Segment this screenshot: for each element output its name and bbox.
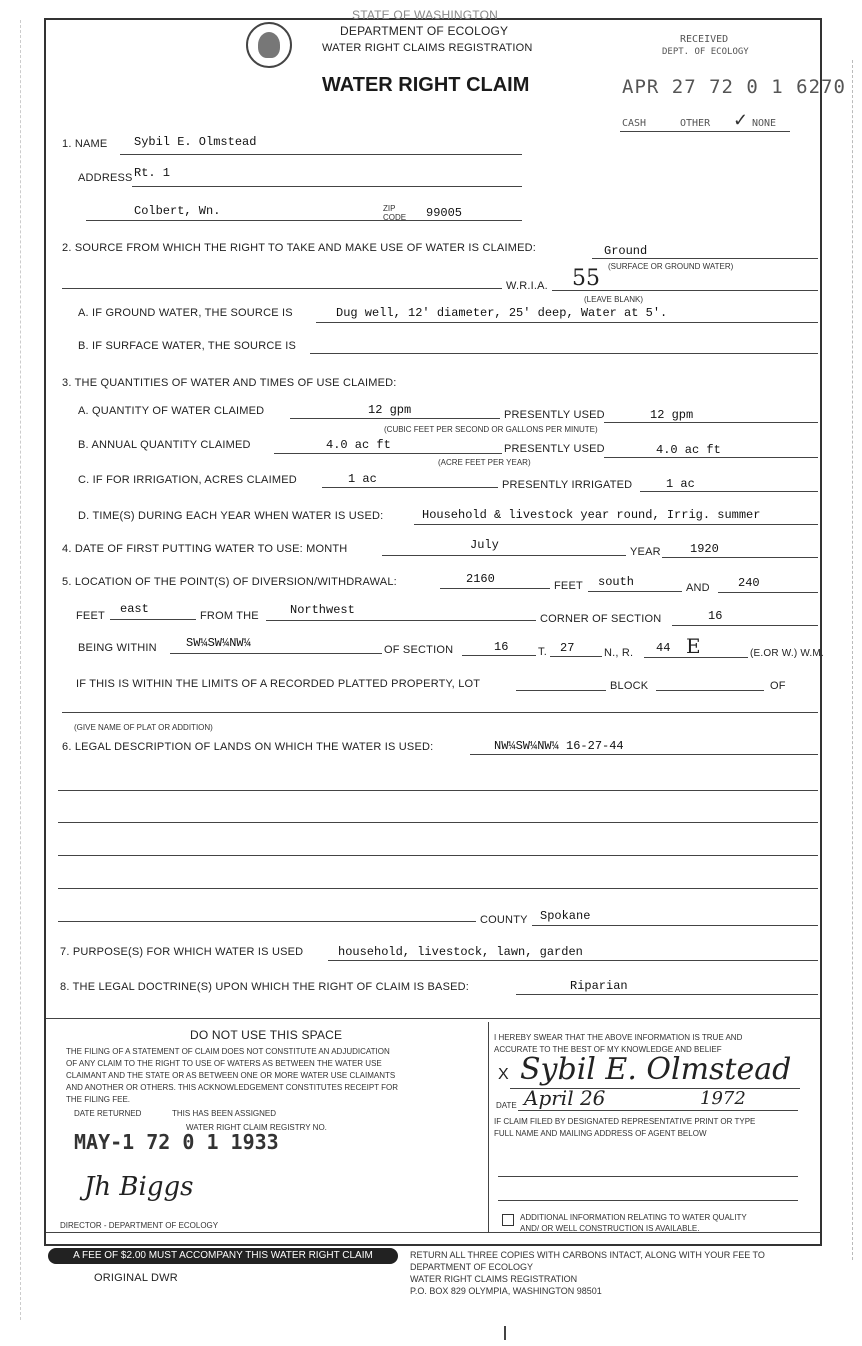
city-value: Colbert, Wn.	[134, 204, 221, 218]
section-value: 16	[494, 640, 509, 654]
annual-value: 4.0 ac ft	[326, 438, 391, 452]
purpose-value: household, livestock, lawn, garden	[338, 945, 583, 959]
of-label: OF	[770, 680, 786, 692]
irrigated-label: PRESENTLY IRRIGATED	[502, 479, 633, 491]
name-value: Sybil E. Olmstead	[134, 135, 257, 149]
assigned-label: THIS HAS BEEN ASSIGNED	[172, 1109, 277, 1118]
oath-date-value: April 26	[524, 1086, 606, 1110]
scan-edge	[852, 60, 853, 1260]
address-label: ADDRESS	[78, 172, 133, 184]
annual-used-label: PRESENTLY USED	[504, 443, 605, 455]
range-value: 44	[656, 641, 671, 655]
location-label: 5. LOCATION OF THE POINT(S) OF DIVERSION/WITHDRAWAL:	[62, 576, 397, 588]
legal-description-label: 6. LEGAL DESCRIPTION OF LANDS ON WHICH THE WATER IS USED:	[62, 741, 434, 753]
legal-doctrine-label: 8. THE LEGAL DOCTRINE(S) UPON WHICH THE RIGHT OF CLAIM IS BASED:	[60, 981, 470, 993]
quantity-hint: (CUBIC FEET PER SECOND OR GALLONS PER MINUTE)	[384, 425, 598, 434]
do-not-use-title: DO NOT USE THIS SPACE	[190, 1028, 343, 1042]
oath-date-label: DATE	[496, 1101, 517, 1110]
return-text-4: P.O. BOX 829 OLYMPIA, WASHINGTON 98501	[410, 1286, 602, 1296]
header-department: DEPARTMENT OF ECOLOGY	[340, 24, 509, 38]
feet-label-1: FEET	[554, 580, 583, 592]
purpose-label: 7. PURPOSE(S) FOR WHICH WATER IS USED	[60, 946, 304, 958]
stamp-cash: CASH	[622, 118, 647, 129]
time-of-use-value: Household & livestock year round, Irrig. summer	[422, 508, 761, 522]
address-value: Rt. 1	[134, 166, 171, 180]
annual-used-value: 4.0 ac ft	[656, 443, 721, 457]
first-use-month: July	[470, 538, 499, 552]
state-seal-icon	[246, 22, 292, 68]
wria-hint: (LEAVE BLANK)	[584, 295, 643, 304]
first-use-label: 4. DATE OF FIRST PUTTING WATER TO USE: MONTH	[62, 543, 348, 555]
quantity-used-value: 12 gpm	[650, 408, 694, 422]
legal-description-value: NW¼SW¼NW¼ 16-27-44	[494, 739, 624, 753]
registry-label: WATER RIGHT CLAIM REGISTRY NO.	[186, 1123, 327, 1132]
being-within-value: SW¼SW¼NW¼	[186, 636, 251, 650]
return-text-3: WATER RIGHT CLAIMS REGISTRATION	[410, 1274, 578, 1284]
oath-year-value: 1972	[700, 1088, 746, 1109]
corner-section-value: 16	[708, 609, 723, 623]
township-value: 27	[560, 641, 575, 655]
quantity-used-label: PRESENTLY USED	[504, 409, 605, 421]
plat-hint: (GIVE NAME OF PLAT OR ADDITION)	[74, 723, 213, 732]
irrigated-value: 1 ac	[666, 477, 695, 491]
annual-label: B. ANNUAL QUANTITY CLAIMED	[78, 439, 251, 451]
county-value: Spokane	[540, 909, 591, 923]
ground-source-value: Dug well, 12' diameter, 25' deep, Water at 5'.	[336, 306, 668, 320]
direction-2-value: east	[120, 602, 149, 616]
oath-text-2: ACCURATE TO THE BEST OF MY KNOWLEDGE AND BELIEF	[494, 1045, 722, 1054]
irrigation-label: C. IF FOR IRRIGATION, ACRES CLAIMED	[78, 474, 297, 486]
feet-label-2: FEET	[76, 610, 105, 622]
of-section-label: OF SECTION	[384, 644, 454, 656]
block-label: BLOCK	[610, 680, 649, 692]
source-label: 2. SOURCE FROM WHICH THE RIGHT TO TAKE AND MAKE USE OF WATER IS CLAIMED:	[62, 242, 537, 254]
first-use-year: 1920	[690, 542, 719, 556]
received-stamp-dept: DEPT. OF ECOLOGY	[662, 47, 749, 57]
return-text-1: RETURN ALL THREE COPIES WITH CARBONS INTACT, ALONG WITH YOUR FEE TO	[410, 1250, 765, 1260]
office-text-3: CLAIMANT AND THE STATE OR AS BETWEEN ONE OR MORE WATER USE CLAIMANTS	[66, 1071, 396, 1080]
corner-value: Northwest	[290, 603, 355, 617]
corner-of-section-label: CORNER OF SECTION	[540, 613, 662, 625]
wria-value: 55	[572, 266, 600, 291]
feet-1-value: 2160	[466, 572, 495, 586]
additional-text-1: ADDITIONAL INFORMATION RELATING TO WATER QUALITY	[520, 1213, 747, 1222]
direction-1-value: south	[598, 575, 635, 589]
oath-text-1: I HEREBY SWEAR THAT THE ABOVE INFORMATION IS TRUE AND	[494, 1033, 743, 1042]
annual-hint: (ACRE FEET PER YEAR)	[438, 458, 531, 467]
wria-label: W.R.I.A.	[506, 280, 548, 292]
township-label: T.	[538, 646, 547, 658]
date-returned-label: DATE RETURNED	[74, 1109, 142, 1118]
name-label: 1. NAME	[62, 138, 108, 150]
range-direction-value: E	[686, 634, 701, 658]
registry-stamp: MAY-1 72 0 1 1933	[74, 1130, 279, 1154]
director-label: DIRECTOR - DEPARTMENT OF ECOLOGY	[60, 1221, 219, 1230]
year-label: YEAR	[630, 546, 661, 558]
zip-label: ZIP CODE	[383, 204, 407, 222]
original-dwr-label: ORIGINAL DWR	[94, 1272, 178, 1284]
stamp-none: NONE	[752, 118, 777, 129]
scan-edge-left	[20, 20, 21, 1320]
range-label: N., R.	[604, 647, 634, 659]
time-of-use-label: D. TIME(S) DURING EACH YEAR WHEN WATER IS USED:	[78, 510, 384, 522]
office-text-2: OF ANY CLAIM TO THE RIGHT TO USE OF WATERS AS BETWEEN THE WATER USE	[66, 1059, 382, 1068]
received-stamp-label: RECEIVED	[680, 34, 729, 45]
office-text-5: THE FILING FEE.	[66, 1095, 131, 1104]
legal-doctrine-value: Riparian	[570, 979, 628, 993]
county-label: COUNTY	[480, 914, 528, 926]
ground-source-label: A. IF GROUND WATER, THE SOURCE IS	[78, 307, 293, 319]
irrigation-value: 1 ac	[348, 472, 377, 486]
form-title: WATER RIGHT CLAIM	[322, 74, 530, 96]
stamp-other: OTHER	[680, 118, 711, 129]
quantity-value: 12 gpm	[368, 403, 412, 417]
received-stamp-number: APR 27 72 0 1 6270	[622, 76, 846, 98]
source-value: Ground	[604, 244, 648, 258]
quantities-title: 3. THE QUANTITIES OF WATER AND TIMES OF USE CLAIMED:	[62, 377, 397, 389]
east-west-label: (E.OR W.) W.M.	[750, 648, 824, 659]
additional-info-checkbox[interactable]	[502, 1214, 514, 1226]
claimant-signature: Sybil E. Olmstead	[520, 1052, 792, 1087]
checkmark-icon: ✓	[733, 110, 749, 130]
zip-value: 99005	[426, 206, 463, 220]
return-text-2: DEPARTMENT OF ECOLOGY	[410, 1262, 534, 1272]
feet-2-value: 240	[738, 576, 760, 590]
scan-mark	[504, 1326, 506, 1340]
being-within-label: BEING WITHIN	[78, 642, 157, 654]
office-text-1: THE FILING OF A STATEMENT OF CLAIM DOES NOT CONSTITUTE AN ADJUDICATION	[66, 1047, 390, 1056]
office-text-4: AND ANOTHER OR OTHERS. THIS ACKNOWLEDGEMENT CONSTITUTES RECEIPT FOR	[66, 1083, 399, 1092]
platted-property-label: IF THIS IS WITHIN THE LIMITS OF A RECORDED PLATTED PROPERTY, LOT	[76, 678, 481, 690]
agent-text-2: FULL NAME AND MAILING ADDRESS OF AGENT BELOW	[494, 1129, 707, 1138]
header-registration: WATER RIGHT CLAIMS REGISTRATION	[322, 42, 533, 54]
signature-x-mark: X	[498, 1066, 509, 1083]
additional-text-2: AND/ OR WELL CONSTRUCTION IS AVAILABLE.	[520, 1224, 700, 1233]
header-state: STATE OF WASHINGTON	[352, 8, 499, 22]
from-the-label: FROM THE	[200, 610, 259, 622]
agent-text-1: IF CLAIM FILED BY DESIGNATED REPRESENTATIVE PRINT OR TYPE	[494, 1117, 756, 1126]
fee-banner: A FEE OF $2.00 MUST ACCOMPANY THIS WATER RIGHT CLAIM	[48, 1248, 398, 1264]
surface-source-label: B. IF SURFACE WATER, THE SOURCE IS	[78, 340, 297, 352]
quantity-label: A. QUANTITY OF WATER CLAIMED	[78, 405, 265, 417]
source-hint: (SURFACE OR GROUND WATER)	[608, 262, 734, 271]
and-label: AND	[686, 582, 710, 594]
director-signature: Jh Biggs	[84, 1172, 194, 1202]
